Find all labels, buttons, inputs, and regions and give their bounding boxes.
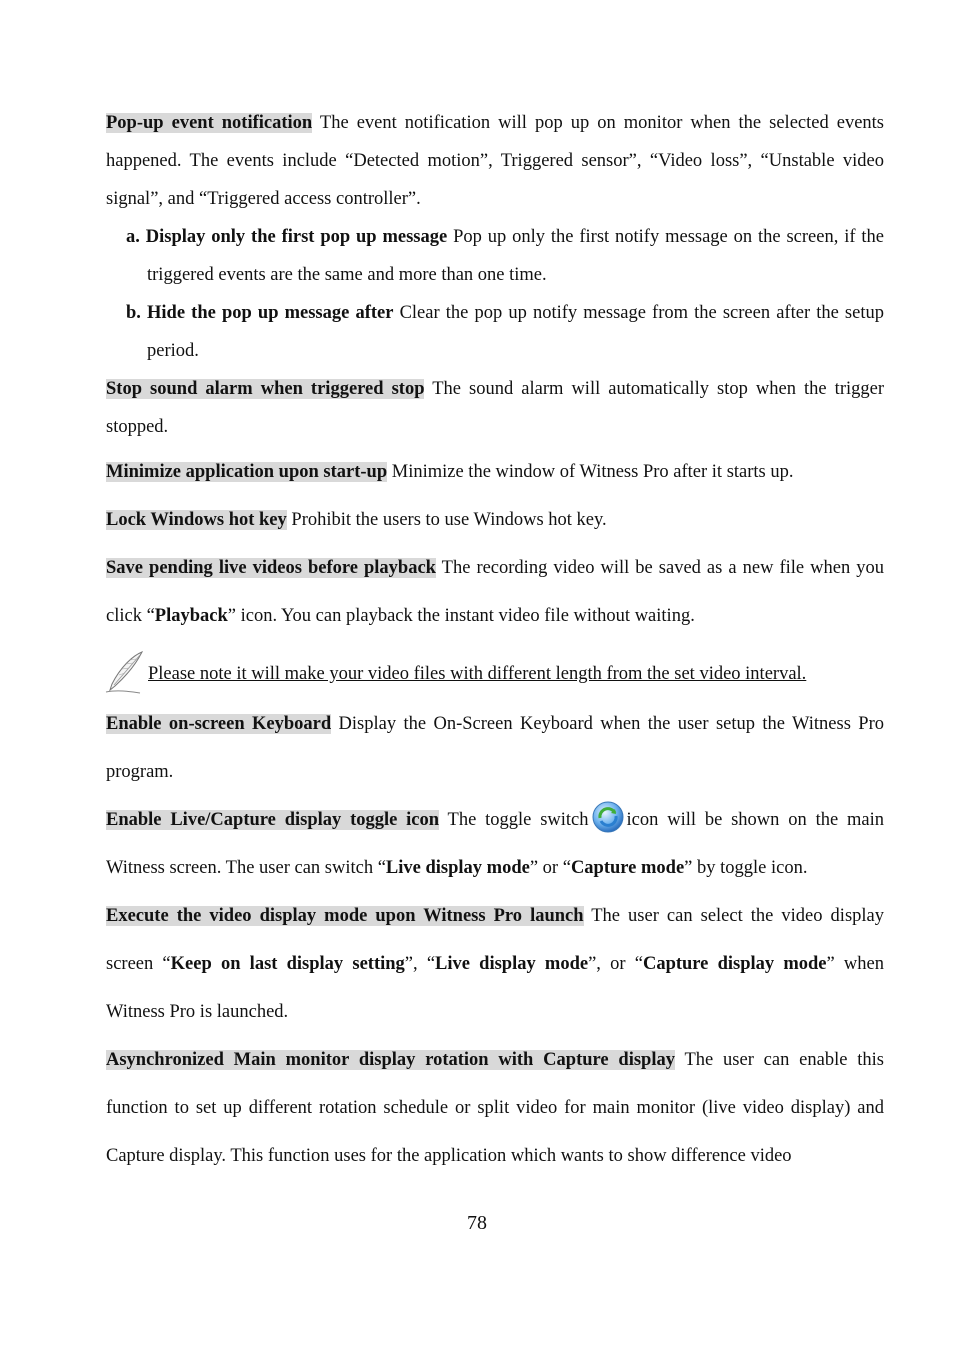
feather-pen-icon bbox=[102, 650, 146, 696]
toggle-section bbox=[106, 796, 884, 892]
keyboard-title: Enable on-screen Keyboard bbox=[106, 714, 332, 734]
async-body: The user can enable this function to set up different rotation schedule or split video for main monitor (live video display) and Capture display. This function uses for the application which wants to show difference video bbox=[106, 1050, 884, 1166]
keyboard-section bbox=[106, 700, 884, 796]
execute-title: Execute the video display mode upon Witness Pro launch bbox=[106, 906, 584, 926]
execute-body-3: ”, or “ bbox=[588, 954, 643, 974]
execute-bold-1: Keep on last display setting bbox=[170, 954, 405, 974]
note-text: Please note it will make your video files with different length from the set video interval. bbox=[148, 664, 807, 684]
lock-title: Lock Windows hot key bbox=[106, 510, 287, 530]
note-block bbox=[106, 654, 884, 694]
toggle-switch-icon bbox=[591, 800, 625, 834]
stop-sound-body: The sound alarm will automatically stop when the trigger stopped. bbox=[106, 379, 884, 437]
minimize-title: Minimize application upon start-up bbox=[106, 462, 388, 482]
save-pending-bold-1: Playback bbox=[154, 606, 228, 626]
execute-section bbox=[106, 892, 884, 1036]
save-pending-section bbox=[106, 544, 884, 640]
save-pending-body-1: The recording video will be saved as a new file when you click “ bbox=[106, 558, 884, 626]
save-pending-title: Save pending live videos before playback bbox=[106, 558, 436, 578]
item-b-body: Clear the pop up notify message from the screen after the setup period. bbox=[147, 303, 884, 361]
toggle-bold-2: Capture mode bbox=[570, 858, 685, 878]
item-b bbox=[106, 294, 884, 370]
stop-sound-title: Stop sound alarm when triggered stop bbox=[106, 379, 425, 399]
lock-body: Prohibit the users to use Windows hot key. bbox=[286, 510, 607, 530]
execute-body-2: ”, “ bbox=[404, 954, 436, 974]
item-b-title: b. Hide the pop up message after bbox=[126, 303, 394, 323]
toggle-bold-1: Live display mode bbox=[385, 858, 530, 878]
execute-bold-2: Live display mode bbox=[435, 954, 589, 974]
popup-section bbox=[106, 104, 884, 218]
keyboard-body: Display the On-Screen Keyboard when the user setup the Witness Pro program. bbox=[106, 714, 884, 782]
toggle-title: Enable Live/Capture display toggle icon bbox=[106, 810, 440, 830]
item-a-body: Pop up only the first notify message on the screen, if the triggered events are the same and more than one time. bbox=[147, 227, 884, 285]
popup-title: Pop-up event notification bbox=[106, 113, 313, 133]
toggle-body-2: icon will be shown on the main Witness screen. The user can switch “ bbox=[106, 810, 884, 878]
async-section bbox=[106, 1036, 884, 1180]
item-a-title: a. Display only the first pop up message bbox=[126, 227, 448, 247]
popup-body: The event notification will pop up on monitor when the selected events happened. The events include “Detected motion”, Triggered sensor”, “Video loss”, “Unstable video signal”, and “Triggered access controller”. bbox=[106, 113, 885, 209]
item-a bbox=[106, 218, 884, 294]
save-pending-body-2: ” icon. You can playback the instant video file without waiting. bbox=[227, 606, 695, 626]
minimize-body: Minimize the window of Witness Pro after it starts up. bbox=[387, 462, 794, 482]
execute-body-1: The user can select the video display screen “ bbox=[106, 906, 884, 974]
document-body bbox=[106, 104, 884, 1180]
toggle-body-4: ” by toggle icon. bbox=[684, 858, 808, 878]
async-title: Asynchronized Main monitor display rotation with Capture display bbox=[106, 1050, 675, 1070]
toggle-body-3: ” or “ bbox=[529, 858, 571, 878]
lock-section bbox=[106, 496, 884, 544]
minimize-section bbox=[106, 448, 884, 496]
stop-sound-section bbox=[106, 370, 884, 446]
toggle-body-1: The toggle switch bbox=[439, 810, 589, 830]
execute-bold-3: Capture display mode bbox=[642, 954, 827, 974]
execute-body-4: ” when Witness Pro is launched. bbox=[106, 954, 884, 1022]
page-number: 78 bbox=[467, 1212, 487, 1234]
